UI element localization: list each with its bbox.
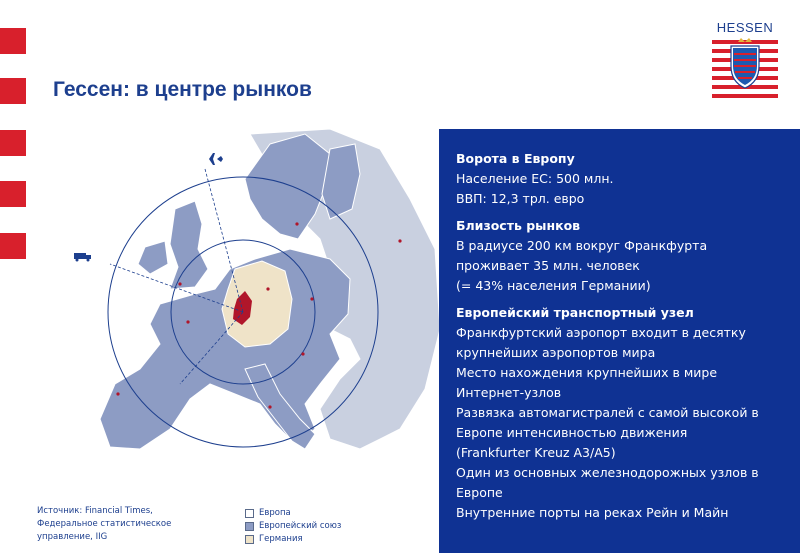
section-line: Европе интенсивностью движения: [456, 425, 688, 440]
hessen-lion-icon: [712, 20, 778, 106]
europe-map-svg: [30, 129, 440, 499]
map-legend: [245, 507, 341, 546]
section-line: Европе: [456, 485, 503, 500]
region-eu-continent: [100, 249, 350, 449]
section-gateway: [456, 149, 613, 209]
source-line: управление, IIG: [37, 532, 108, 542]
city-dot: [266, 287, 269, 290]
europe-map: [30, 129, 440, 499]
section-line: (= 43% населения Германии): [456, 278, 651, 293]
section-line: В радиусе 200 км вокруг Франкфурта: [456, 238, 708, 253]
city-dot: [398, 239, 401, 242]
info-panel: [439, 129, 800, 553]
section-line: ВВП: 12,3 трл. евро: [456, 191, 585, 206]
decor-stripe: [0, 28, 26, 54]
section-line: Франкфуртский аэропорт входит в десятку: [456, 325, 746, 340]
section-transport: [456, 303, 759, 523]
source-line: Федеральное статистическое: [37, 519, 172, 529]
section-markets: [456, 216, 707, 296]
section-heading: Европейский транспортный узел: [456, 305, 694, 320]
section-heading: Близость рынков: [456, 218, 581, 233]
legend-swatch-eu: [245, 522, 254, 531]
region-uk: [170, 201, 208, 289]
city-dot: [301, 352, 304, 355]
section-line: Один из основных железнодорожных узлов в: [456, 465, 759, 480]
hessen-logo: [712, 20, 778, 106]
city-dot: [116, 392, 119, 395]
section-heading: Ворота в Европу: [456, 151, 575, 166]
city-dot: [268, 405, 271, 408]
section-line: Развязка автомагистралей с самой высокой в: [456, 405, 759, 420]
legend-item: [245, 520, 341, 533]
section-line: Интернет-узлов: [456, 385, 562, 400]
airplane-icon: [203, 153, 223, 165]
legend-swatch-germany: [245, 535, 254, 544]
city-dot: [178, 282, 181, 285]
section-line: проживает 35 млн. человек: [456, 258, 640, 273]
section-line: крупнейших аэропортов мира: [456, 345, 656, 360]
legend-item: [245, 507, 341, 520]
region-ireland: [138, 241, 168, 274]
source-note: [37, 505, 171, 544]
decor-stripe: [0, 233, 26, 259]
section-line: (Frankfurter Kreuz A3/A5): [456, 445, 616, 460]
legend-item: [245, 533, 341, 546]
decor-stripe: [0, 130, 26, 156]
section-line: Население ЕС: 500 млн.: [456, 171, 614, 186]
logo-text: HESSEN: [716, 20, 774, 35]
truck-icon: [74, 253, 91, 262]
section-line: Место нахождения крупнейших в мире: [456, 365, 718, 380]
section-line: Внутренние порты на реках Рейн и Майн: [456, 505, 729, 520]
city-dot: [295, 222, 298, 225]
legend-label: Европейский союз: [259, 521, 342, 531]
source-line: Источник: Financial Times,: [37, 506, 153, 516]
legend-label: Европа: [259, 508, 291, 518]
decor-stripe: [0, 78, 26, 104]
legend-label: Германия: [259, 534, 303, 544]
page-title: Гессен: в центре рынков: [53, 78, 312, 101]
legend-swatch-europe: [245, 509, 254, 518]
city-dot: [186, 320, 189, 323]
decor-stripe: [0, 181, 26, 207]
city-dot: [310, 297, 313, 300]
